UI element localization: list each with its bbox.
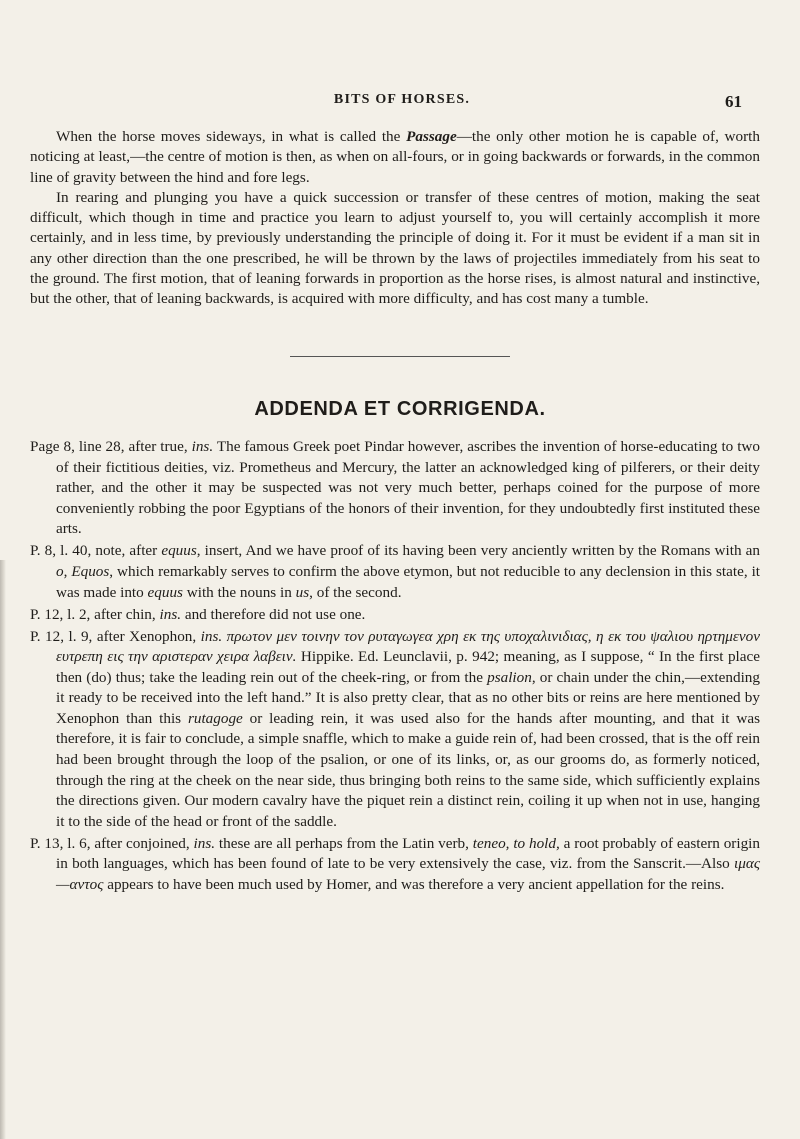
running-head: BITS OF HORSES. [333,92,471,107]
binding-shadow [0,560,6,1139]
greek-quotation: πρωτον μεν τοινην τον ρυταγωγεα χρη εκ της υποχαλινιδιας, η εκ του ψαλιου ηρτημενον ευτρεπη εις την αριστεραν χειρα λαβειν. [56,627,760,666]
page-number: 61 [725,92,742,111]
addenda-title: ADDENDA ET CORRIGENDA. [254,398,546,420]
body-text [30,127,760,310]
addenda-entry: P. 8, l. 40, note, after equus, insert, And we have proof of its having been very anciently written by the Romans with an o, Equos, which remarkably serves to confirm the above etymon, but not reducible to any declension in this state, it was made into equus with the nouns in us, of the second. [30,542,761,601]
addenda-entry: Page 8, line 28, after true, ins. The famous Greek poet Pindar however, ascribes the invention of horse-educating to two of their fictitious deities, viz. Prometheus and Mercury, the latter an acknowledged king of pilferers, or their deity rather, and the other it may be suspected was not very much better, perhaps coined for the purpose of more conveniently robbing the poor Egyptians of the honors of their invention, for they undoubtedly first instituted these arts. [30,438,760,538]
addenda-entries [30,437,760,897]
addenda-entry: P. 12, l. 9, after Xenophon, ins. πρωτον μεν τοινην τον ρυταγωγεα χρη εκ της υποχαλινιδιας, η εκ του ψαλιου ηρτημενον ευτρεπη εις την αριστεραν χειρα λαβειν. Hippike. Ed. Leunclavii, p. 942; meaning, as I suppose, “ In the first place then (do) thus; take the leading rein out of the cheek-ring, or from the psalion, or chain under the chin,—extending it ready to be received into the left hand.” It is also pretty clear, that as no other bits or reins are here mentioned by Xenophon than this rutagoge or leading rein, it was used also for the hands after mounting, and that it was therefore, it is fair to conclude, a simple snaffle, which to make a guide rein of, had been crossed, that is the off rein had been brought through the loop of the psalion, or one of its links, or, as our grooms do, as formerly noticed, through the ring at the cheek on the near side, thus bringing both reins to the same side, which sufficiently explains the directions given. Our modern cavalry have the piquet rein a distinct rein, coiling it up when not in use, hanging it to the side of the head or front of the saddle. [30,627,760,830]
addenda-entry: P. 12, l. 2, after chin, ins. and therefore did not use one. [30,605,366,623]
section-divider [290,356,510,357]
passage-term: Passage [406,128,457,145]
page-header [62,92,742,112]
greek-word: ιμας—αντος [56,855,760,894]
paragraph-rearing: In rearing and plunging you have a quick succession or transfer of these centres of motion, making the seat difficult, which though in time and practice you learn to adjust yourself to, you will certainly accomplish it more certainly, and in less time, by previously understanding the principle of doing it. For it must be evident if a man sit in any other direction than the one prescribed, he will be thrown by the laws of projectiles immediately from his seat to the ground. The first motion, that of leaning forwards in proportion as the horse rises, is almost natural and instinctive, but the other, that of leaning backwards, is acquired with more difficulty, and has cost many a tumble. [30,188,760,308]
paragraph-passage: When the horse moves sideways, in what is called the Passage—the only other motion he is capable of, worth noticing at least,—the centre of motion is then, as when on all-fours, or in going backwards or forwards, in the common line of gravity between the hind and fore legs. [30,128,760,186]
addenda-entry: P. 13, l. 6, after conjoined, ins. these are all perhaps from the Latin verb, teneo, to hold, a root probably of eastern origin in both languages, which has been found of late to be very extensively the case, viz. from the Sanscrit.—Also ιμας—αντος appears to have been much used by Homer, and was therefore a very ancient appellation for the reins. [30,834,760,894]
